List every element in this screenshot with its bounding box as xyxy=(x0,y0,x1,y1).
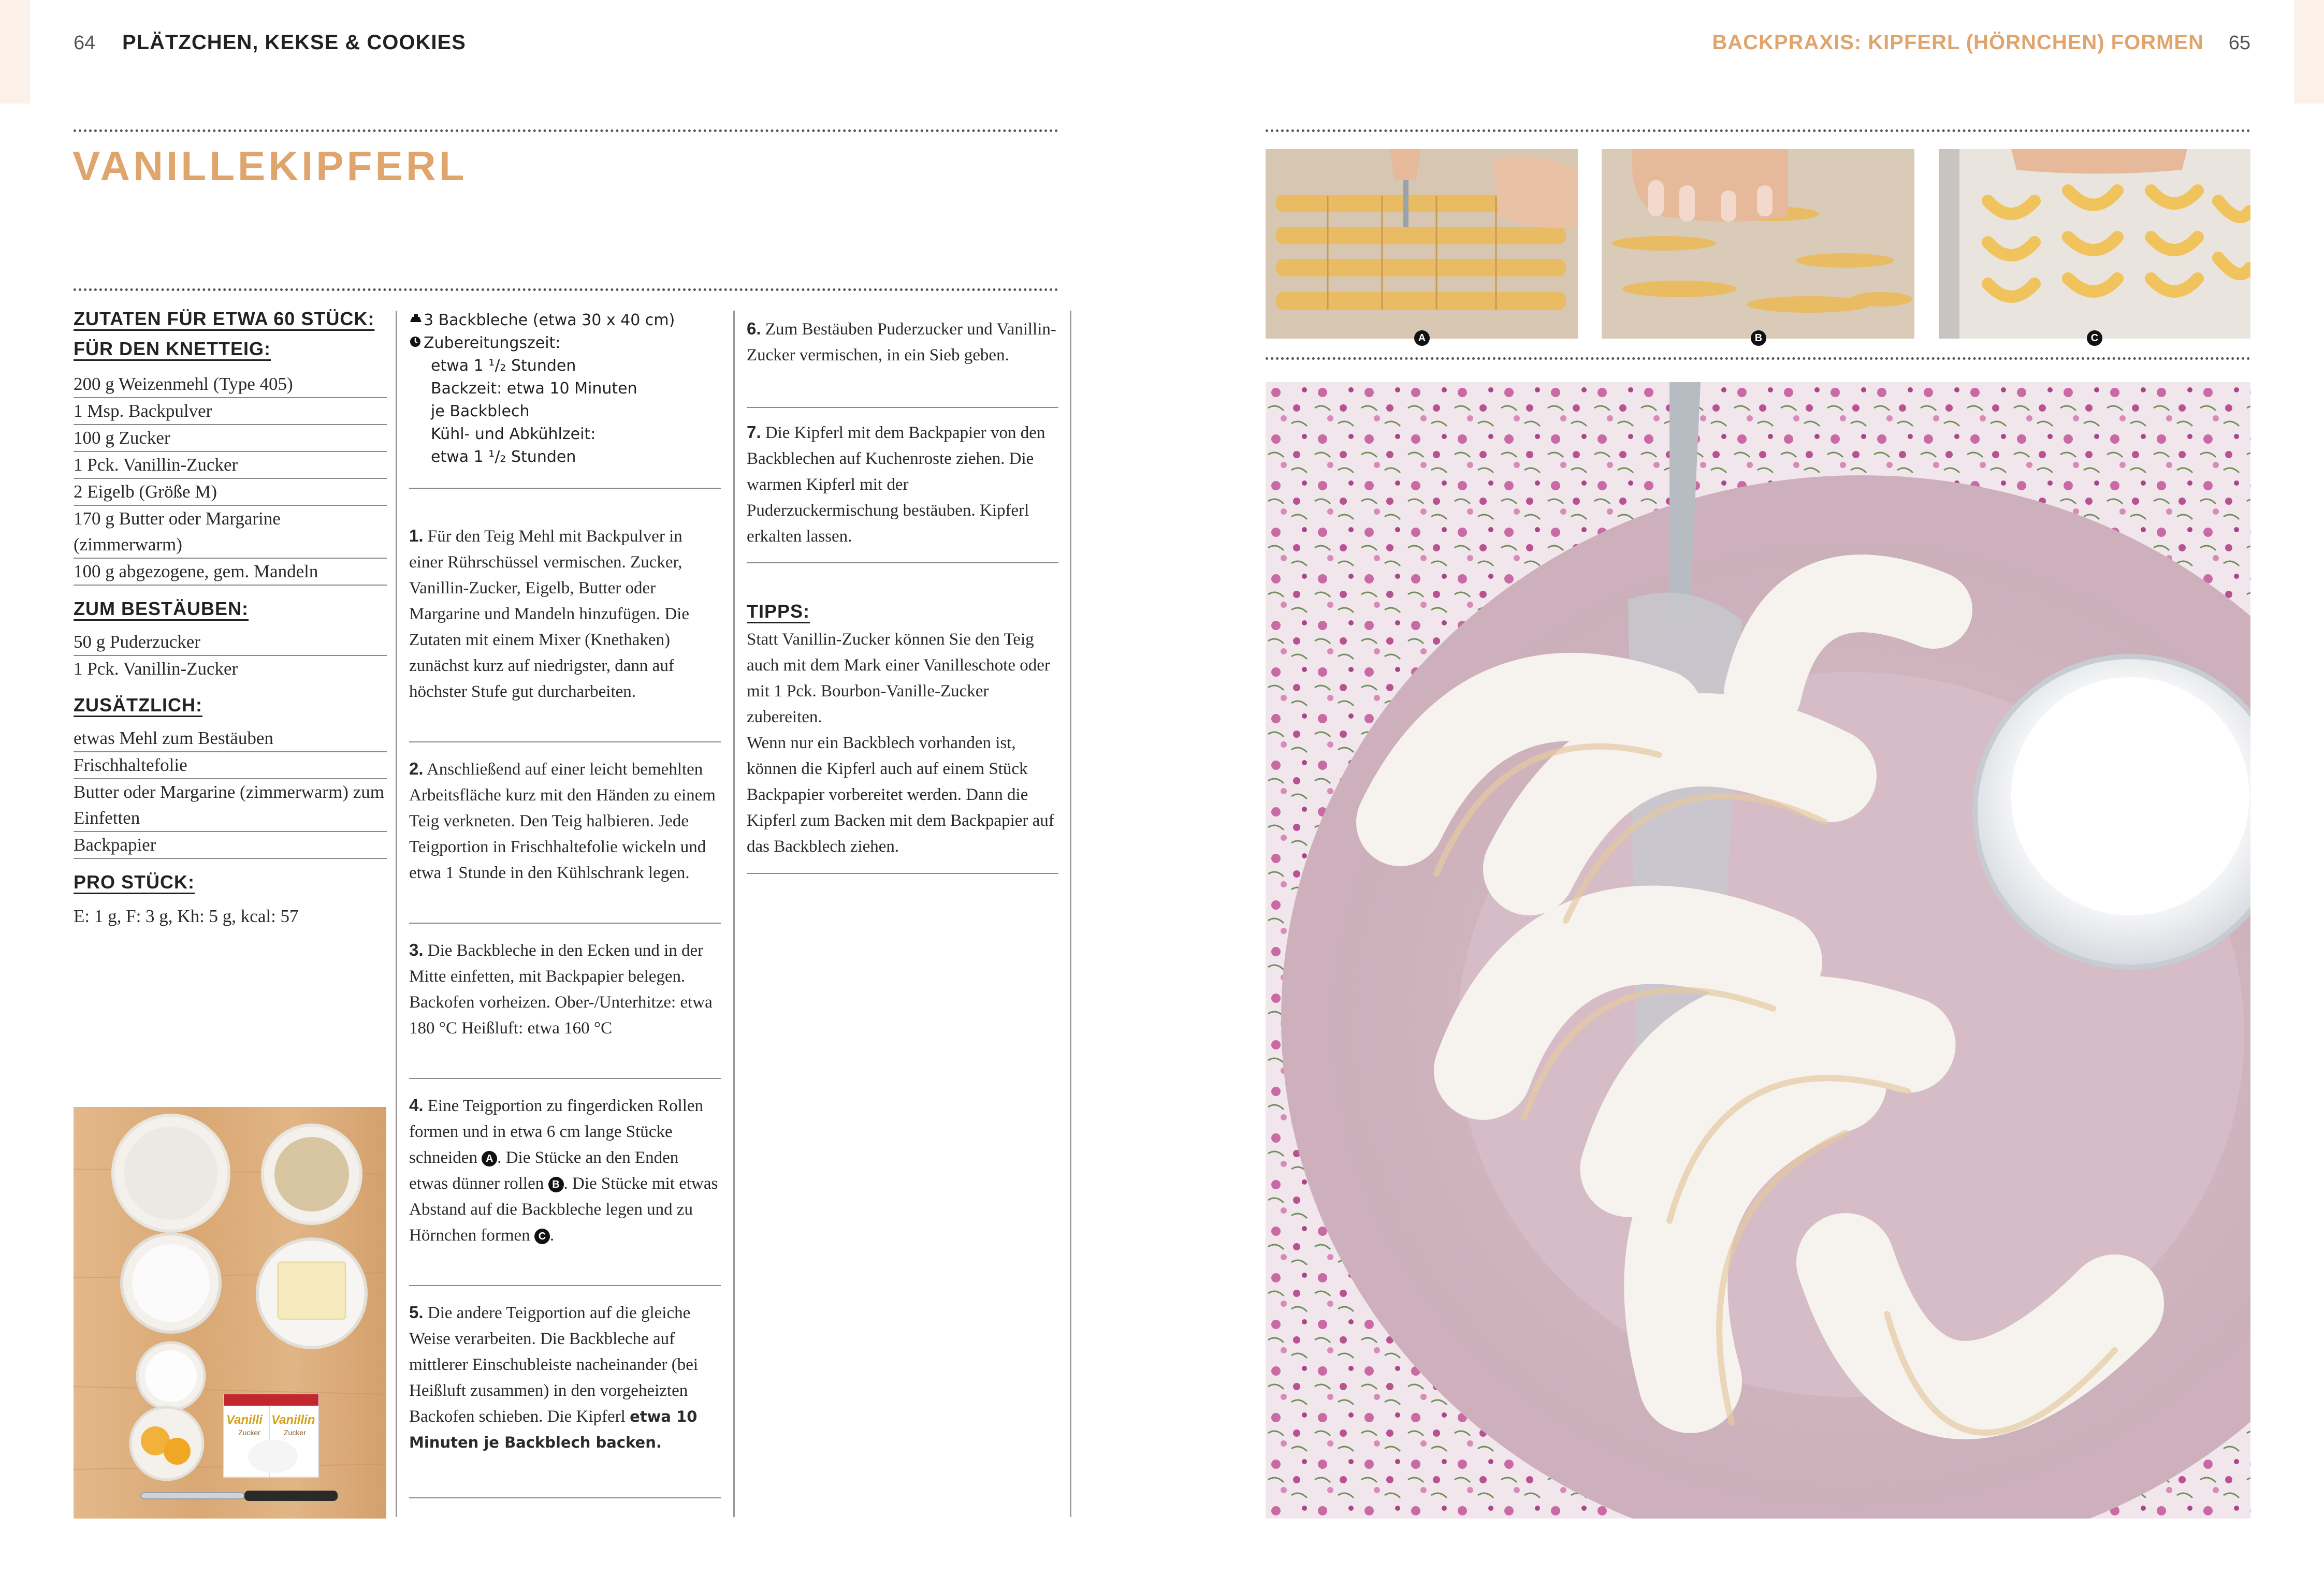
dusting-heading: ZUM BESTÄUBEN: xyxy=(74,598,249,619)
list-item: etwas Mehl zum Bestäuben xyxy=(74,725,387,752)
step-separator xyxy=(409,488,721,489)
step-6 xyxy=(747,316,1057,368)
page-number-left: 64 xyxy=(74,32,96,54)
cool-label: Kühl- und Abkühlzeit: xyxy=(431,425,596,443)
step-number: 2. xyxy=(409,759,424,778)
step-number: 5. xyxy=(409,1303,424,1322)
step-separator xyxy=(409,1078,721,1079)
step-photo-cutting xyxy=(1266,149,1578,339)
page-edge-tab-right xyxy=(2294,0,2324,104)
step-separator xyxy=(409,923,721,924)
recipe-meta xyxy=(409,309,720,469)
step-text: Für den Teig Mehl mit Backpulver in einer Rührschüssel vermischen. Zucker, Vanillin-Zucker, Eigelb, Butter oder Margarine und Mandeln hinzufügen. Die Zutaten mit einem Mixer (Knethaken) zunächst kurz auf niedrigster, dann auf höchster Stufe gut durcharbeiten. xyxy=(409,527,689,701)
tip-text: Wenn nur ein Backblech vorhanden ist, können die Kipferl auch auf einem Stück Backpapier vorbereitet werden. Dann die Kipferl zum Backen mit dem Backpapier auf das Backblech ziehen. xyxy=(747,734,1054,856)
photo-ref-badge: B xyxy=(548,1177,564,1192)
dough-heading: FÜR DEN KNETTEIG: xyxy=(74,338,271,359)
ingredients-column xyxy=(74,308,389,929)
step-number: 3. xyxy=(409,940,424,959)
step-number: 7. xyxy=(747,422,761,442)
product-label: Vanilli xyxy=(226,1413,263,1427)
step-text: . Die Stücke an den Enden etwas dünner rollen xyxy=(409,1148,679,1193)
step-separator xyxy=(409,1285,721,1286)
product-label: Vanillin xyxy=(271,1413,315,1427)
step-5 xyxy=(409,1300,720,1455)
page-number-right: 65 xyxy=(2228,32,2250,54)
step-photo-rolling xyxy=(1602,149,1914,339)
prep-label: Zubereitungszeit: xyxy=(424,334,561,352)
list-item: 50 g Puderzucker xyxy=(74,629,387,656)
recipe-title: VANILLEKIPFERL xyxy=(72,143,468,189)
step-separator xyxy=(747,562,1058,563)
tip-text: Statt Vanillin-Zucker können Sie den Teig auch mit dem Mark einer Vanilleschote oder mit 1 Pck. Bourbon-Vanille-Zucker zubereiten. xyxy=(747,630,1050,726)
step-separator xyxy=(747,873,1058,874)
divider-dotted xyxy=(74,288,1058,291)
nutrition-values: E: 1 g, F: 3 g, Kh: 5 g, kcal: 57 xyxy=(74,906,299,926)
step-text-bold: etwa 10 Minuten je Backblech backen. xyxy=(409,1408,698,1451)
running-head-left: PLÄTZCHEN, KEKSE & COOKIES xyxy=(122,31,466,54)
step-2 xyxy=(409,756,720,886)
step-text: Zum Bestäuben Puderzucker und Vanillin-Zucker vermischen, in ein Sieb geben. xyxy=(747,320,1056,364)
step-3 xyxy=(409,937,720,1041)
list-item: 100 g abgezogene, gem. Mandeln xyxy=(74,559,387,586)
ingredients-photo xyxy=(74,1107,386,1519)
step-text: Die Kipferl mit dem Backpapier von den Backblechen auf Kuchenroste ziehen. Die warmen Kipferl mit der Puderzuckermischung bestäuben. Kipferl erkalten lassen. xyxy=(747,424,1045,546)
product-sublabel: Zucker xyxy=(238,1428,260,1437)
ingredients-heading: ZUTATEN FÜR ETWA 60 STÜCK: xyxy=(74,308,375,329)
column-rule xyxy=(396,311,397,1517)
step-text: . xyxy=(549,1226,555,1245)
step-separator xyxy=(409,741,721,742)
hero-photo-vanillekipferl xyxy=(1266,382,2250,1519)
per-piece-heading: PRO STÜCK: xyxy=(74,871,195,893)
bake-value: je Backblech xyxy=(431,402,530,420)
tips-block xyxy=(747,601,1057,859)
step-4 xyxy=(409,1092,720,1248)
tips-heading: TIPPS: xyxy=(747,601,810,622)
bake-label: Backzeit: etwa 10 Minuten xyxy=(431,380,637,398)
list-item: 1 Msp. Backpulver xyxy=(74,398,387,425)
list-item: 100 g Zucker xyxy=(74,425,387,452)
photo-badge: A xyxy=(1414,330,1430,346)
step-7 xyxy=(747,419,1057,549)
list-item: 2 Eigelb (Größe M) xyxy=(74,479,387,506)
step-separator xyxy=(747,407,1058,408)
list-item: 1 Pck. Vanillin-Zucker xyxy=(74,659,238,679)
step-text: . Die Stücke mit etwas Abstand auf die Backbleche legen und zu Hörnchen formen xyxy=(409,1174,718,1245)
photo-badge: C xyxy=(2087,330,2102,346)
dusting-list xyxy=(74,629,387,682)
step-text: Anschließend auf einer leicht bemehlten Arbeitsfläche kurz mit den Händen zu einem Teig verkneten. Den Teig halbieren. Jede Teigportion in Frischhaltefolie wickeln und etwa 1 Stunde in den Kühlschrank legen. xyxy=(409,760,716,882)
list-item: Butter oder Margarine (zimmerwarm) zum Einfetten xyxy=(74,779,387,832)
step-number: 4. xyxy=(409,1096,424,1115)
step-text: Die andere Teigportion auf die gleiche Weise verarbeiten. Die Backbleche auf mittlerer Einschubleiste nacheinander (bei Heißluft zusammen) in den vorgeheizten Backofen schieben. Die Kipferl xyxy=(409,1304,699,1426)
list-item: Backpapier xyxy=(74,832,387,859)
page-edge-tab-left xyxy=(0,0,30,104)
step-photo-shaping xyxy=(1939,149,2250,339)
step-1 xyxy=(409,523,720,705)
column-rule xyxy=(1070,311,1071,1517)
dough-list xyxy=(74,371,387,586)
photo-ref-badge: A xyxy=(482,1151,497,1166)
step-number: 6. xyxy=(747,319,761,338)
step-number: 1. xyxy=(409,526,424,545)
prep-row xyxy=(409,332,720,355)
trays-text: 3 Backbleche (etwa 30 x 40 cm) xyxy=(424,311,675,329)
divider-dotted xyxy=(1266,129,2250,132)
ingredients-illustration xyxy=(74,1107,386,1519)
photo-ref-badge: C xyxy=(534,1229,550,1244)
tray-icon xyxy=(409,309,424,332)
running-head-right: BACKPRAXIS: KIPFERL (HÖRNCHEN) FORMEN xyxy=(1712,31,2204,54)
step-separator xyxy=(409,1497,721,1498)
list-item: Frischhaltefolie xyxy=(74,752,387,779)
step-text: Die Backbleche in den Ecken und in der Mitte einfetten, mit Backpapier belegen. Backofen vorheizen. Ober-/Unterhitze: etwa 180 °C Heißluft: etwa 160 °C xyxy=(409,941,713,1038)
product-sublabel: Zucker xyxy=(284,1428,306,1437)
extra-heading: ZUSÄTZLICH: xyxy=(74,694,202,716)
divider-dotted xyxy=(74,129,1058,132)
list-item: 170 g Butter oder Margarine (zimmerwarm) xyxy=(74,506,387,559)
divider-dotted xyxy=(1266,357,2250,360)
extra-list xyxy=(74,725,387,859)
photo-badge: B xyxy=(1751,330,1766,346)
prep-value: etwa 1 ¹/₂ Stunden xyxy=(431,357,576,375)
cool-value: etwa 1 ¹/₂ Stunden xyxy=(431,448,576,466)
clock-icon xyxy=(409,332,424,355)
column-rule xyxy=(733,311,735,1517)
trays-row xyxy=(409,309,720,332)
step-text: Eine Teigportion zu fingerdicken Rollen formen und in etwa 6 cm lange Stücke schneiden xyxy=(409,1097,704,1167)
list-item: 1 Pck. Vanillin-Zucker xyxy=(74,452,387,479)
list-item: 200 g Weizenmehl (Type 405) xyxy=(74,371,387,398)
